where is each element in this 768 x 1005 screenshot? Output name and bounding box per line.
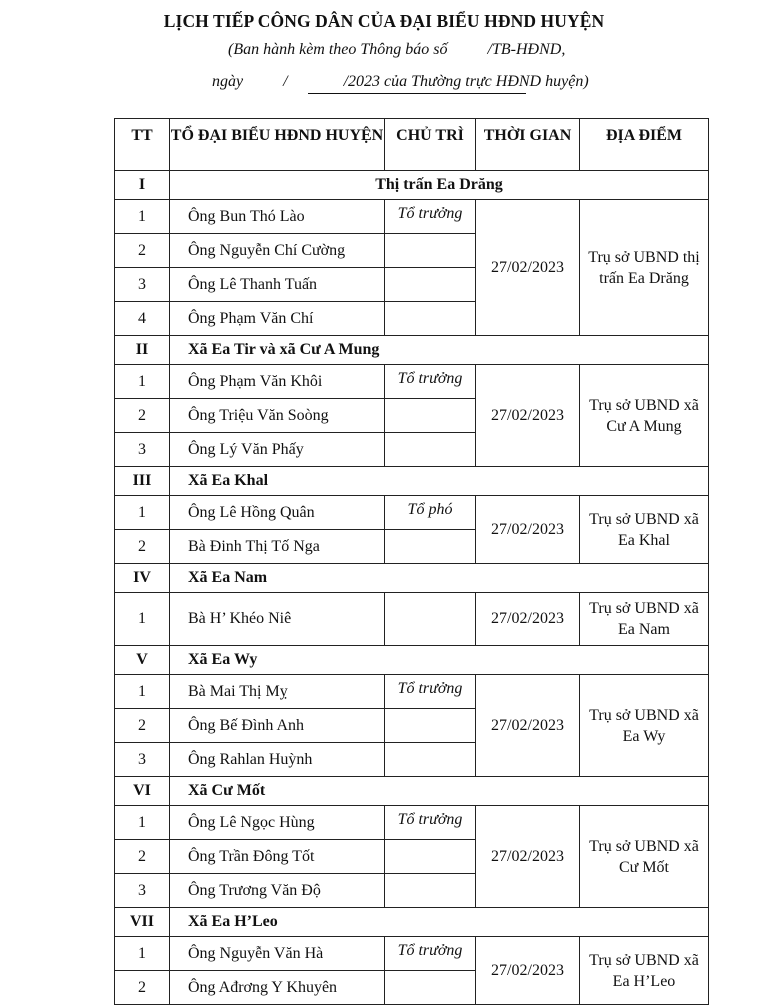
- member-row: [115, 200, 709, 234]
- member-role: [385, 234, 476, 268]
- section-place: Trụ sở UBND xã Ea Wy: [580, 675, 709, 777]
- member-role: [385, 971, 476, 1005]
- member-name: Ông Lê Hồng Quân: [170, 496, 385, 530]
- section-name: Xã Ea Tir và xã Cư A Mung: [170, 336, 709, 365]
- section-row: [115, 908, 709, 937]
- section-name: Xã Ea Khal: [170, 467, 709, 496]
- member-role: [385, 709, 476, 743]
- member-role: [385, 874, 476, 908]
- section-place: Trụ sở UBND xã Cư A Mung: [580, 365, 709, 467]
- section-date: 27/02/2023: [476, 365, 580, 467]
- subtitle-issuer: /2023 của Thường trực HĐND huyện): [343, 73, 589, 90]
- member-number: 1: [115, 365, 170, 399]
- schedule-table: [114, 118, 709, 1005]
- col-header-time: THỜI GIAN: [476, 119, 580, 171]
- member-name: Ông Ađrơng Y Khuyên: [170, 971, 385, 1005]
- member-row: [115, 365, 709, 399]
- member-name: Ông Trần Đông Tốt: [170, 840, 385, 874]
- member-role: [385, 530, 476, 564]
- section-number: II: [115, 336, 170, 365]
- member-row: [115, 937, 709, 971]
- member-role: [385, 743, 476, 777]
- member-role: [385, 593, 476, 646]
- member-number: 3: [115, 874, 170, 908]
- section-row: [115, 336, 709, 365]
- section-date: 27/02/2023: [476, 806, 580, 908]
- member-number: 1: [115, 675, 170, 709]
- subtitle-text-a: (Ban hành kèm theo Thông báo số: [228, 41, 448, 58]
- member-number: 1: [115, 496, 170, 530]
- subtitle-text-b: /TB-HĐND,: [487, 41, 566, 58]
- section-number: V: [115, 646, 170, 675]
- section-date: 27/02/2023: [476, 496, 580, 564]
- section-place: Trụ sở UBND xã Ea Khal: [580, 496, 709, 564]
- member-role: [385, 302, 476, 336]
- section-place: Trụ sở UBND thị trấn Ea Drăng: [580, 200, 709, 336]
- member-number: 2: [115, 971, 170, 1005]
- section-number: VI: [115, 777, 170, 806]
- section-name: Xã Ea Wy: [170, 646, 709, 675]
- member-number: 2: [115, 530, 170, 564]
- section-date: 27/02/2023: [476, 200, 580, 336]
- section-place: Trụ sở UBND xã Cư Mốt: [580, 806, 709, 908]
- section-name: Xã Ea H’Leo: [170, 908, 709, 937]
- subtitle-date-sep: /: [283, 73, 288, 90]
- member-number: 2: [115, 234, 170, 268]
- member-role: Tổ phó: [385, 496, 476, 530]
- section-row: [115, 564, 709, 593]
- col-header-place: ĐỊA ĐIỂM: [580, 119, 709, 171]
- section-row: [115, 467, 709, 496]
- member-row: [115, 806, 709, 840]
- member-name: Ông Bế Đình Anh: [170, 709, 385, 743]
- col-header-chair: CHỦ TRÌ: [385, 119, 476, 171]
- section-number: IV: [115, 564, 170, 593]
- member-name: Ông Lê Ngọc Hùng: [170, 806, 385, 840]
- member-name: Ông Lý Văn Phấy: [170, 433, 385, 467]
- member-number: 3: [115, 743, 170, 777]
- member-role: [385, 268, 476, 302]
- member-number: 2: [115, 709, 170, 743]
- section-place: Trụ sở UBND xã Ea Nam: [580, 593, 709, 646]
- section-number: III: [115, 467, 170, 496]
- member-role: [385, 433, 476, 467]
- member-name: Ông Nguyễn Chí Cường: [170, 234, 385, 268]
- member-name: Ông Nguyễn Văn Hà: [170, 937, 385, 971]
- member-row: [115, 675, 709, 709]
- section-name: Xã Cư Mốt: [170, 777, 709, 806]
- section-row: [115, 646, 709, 675]
- member-row: [115, 593, 709, 646]
- section-date: 27/02/2023: [476, 675, 580, 777]
- member-number: 2: [115, 840, 170, 874]
- section-row: [115, 777, 709, 806]
- member-role: Tổ trưởng: [385, 675, 476, 709]
- subtitle-line-1: [228, 41, 565, 59]
- member-role: Tổ trưởng: [385, 937, 476, 971]
- member-name: Bà Mai Thị Mỵ: [170, 675, 385, 709]
- section-name: Xã Ea Nam: [170, 564, 709, 593]
- section-date: 27/02/2023: [476, 593, 580, 646]
- subtitle-date-label: ngày: [212, 73, 244, 90]
- member-name: Ông Phạm Văn Chí: [170, 302, 385, 336]
- member-name: Bà Đinh Thị Tố Nga: [170, 530, 385, 564]
- subtitle-underline: [308, 93, 526, 94]
- section-date: 27/02/2023: [476, 937, 580, 1005]
- member-number: 1: [115, 593, 170, 646]
- section-place: Trụ sở UBND xã Ea H’Leo: [580, 937, 709, 1005]
- member-number: 3: [115, 268, 170, 302]
- col-header-group: TỔ ĐẠI BIỂU HĐND HUYỆN: [170, 119, 385, 171]
- member-name: Bà H’ Khéo Niê: [170, 593, 385, 646]
- member-row: [115, 496, 709, 530]
- member-role: Tổ trưởng: [385, 365, 476, 399]
- subtitle-line-2: [212, 73, 589, 91]
- member-name: Ông Bun Thó Lào: [170, 200, 385, 234]
- member-role: Tổ trưởng: [385, 806, 476, 840]
- col-header-tt: TT: [115, 119, 170, 171]
- member-number: 1: [115, 806, 170, 840]
- document-title: LỊCH TIẾP CÔNG DÂN CỦA ĐẠI BIỂU HĐND HUYỆN: [163, 11, 605, 31]
- member-role: [385, 840, 476, 874]
- table-header-row: [115, 119, 709, 171]
- member-name: Ông Lê Thanh Tuấn: [170, 268, 385, 302]
- section-number: I: [115, 171, 170, 200]
- section-row: [115, 171, 709, 200]
- member-name: Ông Trương Văn Độ: [170, 874, 385, 908]
- member-role: [385, 399, 476, 433]
- member-number: 3: [115, 433, 170, 467]
- member-number: 2: [115, 399, 170, 433]
- member-number: 4: [115, 302, 170, 336]
- member-role: Tổ trưởng: [385, 200, 476, 234]
- member-number: 1: [115, 200, 170, 234]
- member-name: Ông Rahlan Huỳnh: [170, 743, 385, 777]
- member-name: Ông Triệu Văn Soòng: [170, 399, 385, 433]
- section-name: Thị trấn Ea Drăng: [170, 171, 709, 200]
- member-number: 1: [115, 937, 170, 971]
- section-number: VII: [115, 908, 170, 937]
- member-name: Ông Phạm Văn Khôi: [170, 365, 385, 399]
